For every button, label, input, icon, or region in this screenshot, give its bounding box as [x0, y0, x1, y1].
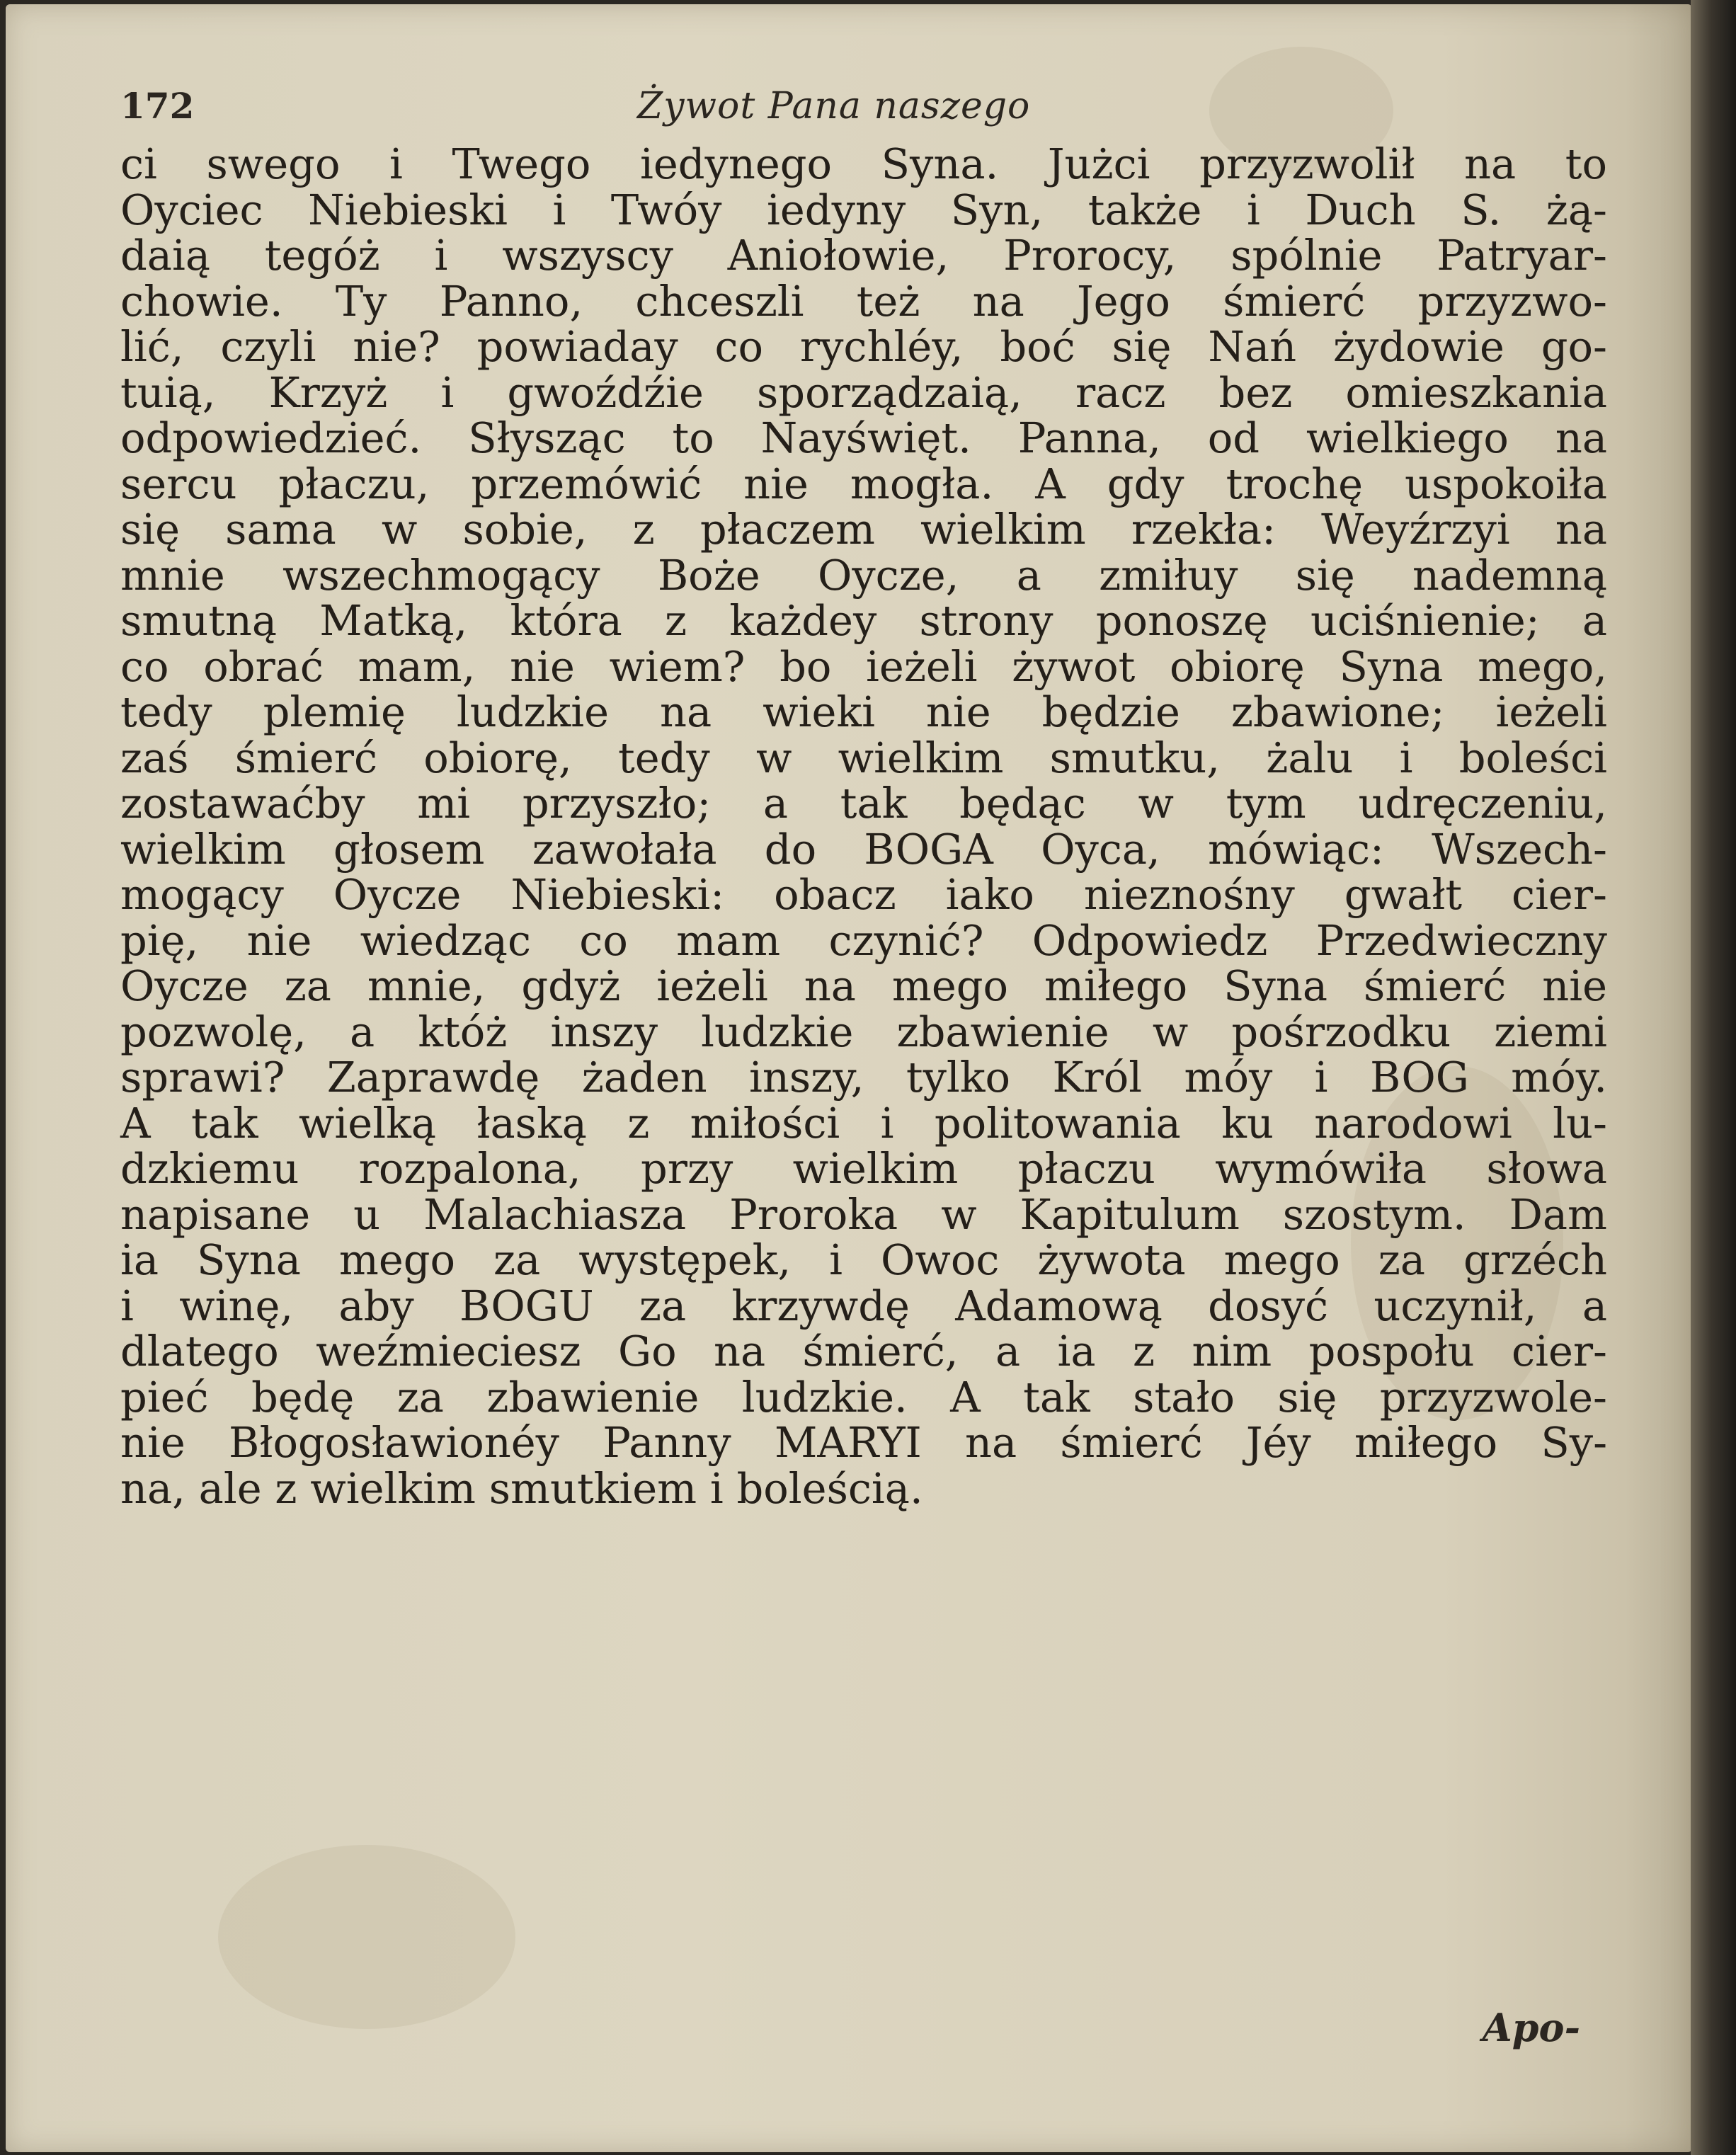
running-head: Żywot Pana naszego: [637, 85, 1031, 127]
page-header: [120, 85, 1607, 142]
paper-stain: [218, 1845, 515, 2029]
text-line: się sama w sobie, z płaczem wielkim rzekła: Weyźrzyi na: [120, 505, 1607, 554]
text-line: Oyciec Niebieski i Twóy iedyny Syn, także i Duch S. żą-: [120, 185, 1607, 234]
page-number: 172: [120, 85, 195, 127]
text-line: na, ale z wielkim smutkiem i boleścią.: [120, 1463, 923, 1513]
text-line: Oycze za mnie, gdyż ieżeli na mego miłego Syna śmierć nie: [120, 961, 1607, 1010]
text-line: ia Syna mego za występek, i Owoc żywota mego za grzéch: [120, 1235, 1607, 1284]
text-line: tuią, Krzyż i gwoźdźie sporządzaią, racz bez omieszkania: [120, 367, 1607, 417]
text-line: pię, nie wiedząc co mam czynić? Odpowiedz Przedwieczny: [120, 915, 1607, 965]
text-line: pozwolę, a któż inszy ludzkie zbawienie w pośrzodku ziemi: [120, 1007, 1607, 1056]
text-line: ci swego i Twego iedynego Syna. Jużci przyzwolił na to: [120, 139, 1607, 188]
text-line: dzkiemu rozpalona, przy wielkim płaczu wymówiła słowa: [120, 1144, 1607, 1193]
text-line: wielkim głosem zawołała do BOGA Oyca, mówiąc: Wszech-: [120, 824, 1607, 874]
text-line: napisane u Malachiasza Proroka w Kapitulum szostym. Dam: [120, 1189, 1607, 1239]
text-line: mnie wszechmogący Boże Oycze, a zmiłuy się nademną: [120, 550, 1607, 600]
text-line: odpowiedzieć. Słysząc to Nayświęt. Panna, od wielkiego na: [120, 413, 1607, 462]
text-line: sercu płaczu, przemówić nie mogła. A gdy trochę uspokoiła: [120, 459, 1607, 508]
catchword: Apo-: [1482, 2005, 1580, 2050]
text-line: A tak wielką łaską z miłości i politowania ku narodowi lu-: [120, 1098, 1607, 1148]
text-line: pieć będę za zbawienie ludzkie. A tak stało się przyzwole-: [120, 1372, 1607, 1422]
body-text: [120, 139, 1607, 1513]
text-line: smutną Matką, która z każdey strony ponoszę uciśnienie; a: [120, 596, 1607, 645]
text-line: zostawaćby mi przyszło; a tak będąc w tym udręczeniu,: [120, 779, 1607, 828]
text-line: daią tegóż i wszyscy Aniołowie, Prorocy, spólnie Patryar-: [120, 231, 1607, 280]
text-line: dlatego weźmieciesz Go na śmierć, a ia z nim pospołu cier-: [120, 1327, 1607, 1376]
book-spine: [1691, 0, 1736, 2155]
text-line: co obrać mam, nie wiem? bo ieżeli żywot obiorę Syna mego,: [120, 641, 1607, 691]
text-line: zaś śmierć obiorę, tedy w wielkim smutku, żalu i boleści: [120, 733, 1607, 782]
text-line: tedy plemię ludzkie na wieki nie będzie zbawione; ieżeli: [120, 687, 1607, 736]
text-line: nie Błogosławionéy Panny MARYI na śmierć Jéy miłego Sy-: [120, 1418, 1607, 1467]
text-line: mogący Oycze Niebieski: obacz iako nieznośny gwałt cier-: [120, 870, 1607, 919]
text-line: lić, czyli nie? powiaday co rychléy, boć się Nań żydowie go-: [120, 322, 1607, 371]
text-line: i winę, aby BOGU za krzywdę Adamową dosyć uczynił, a: [120, 1281, 1607, 1330]
text-line: chowie. Ty Panno, chceszli też na Jego śmierć przyzwo-: [120, 276, 1607, 326]
text-line: sprawi? Zaprawdę żaden inszy, tylko Król móy i BOG móy.: [120, 1053, 1607, 1102]
